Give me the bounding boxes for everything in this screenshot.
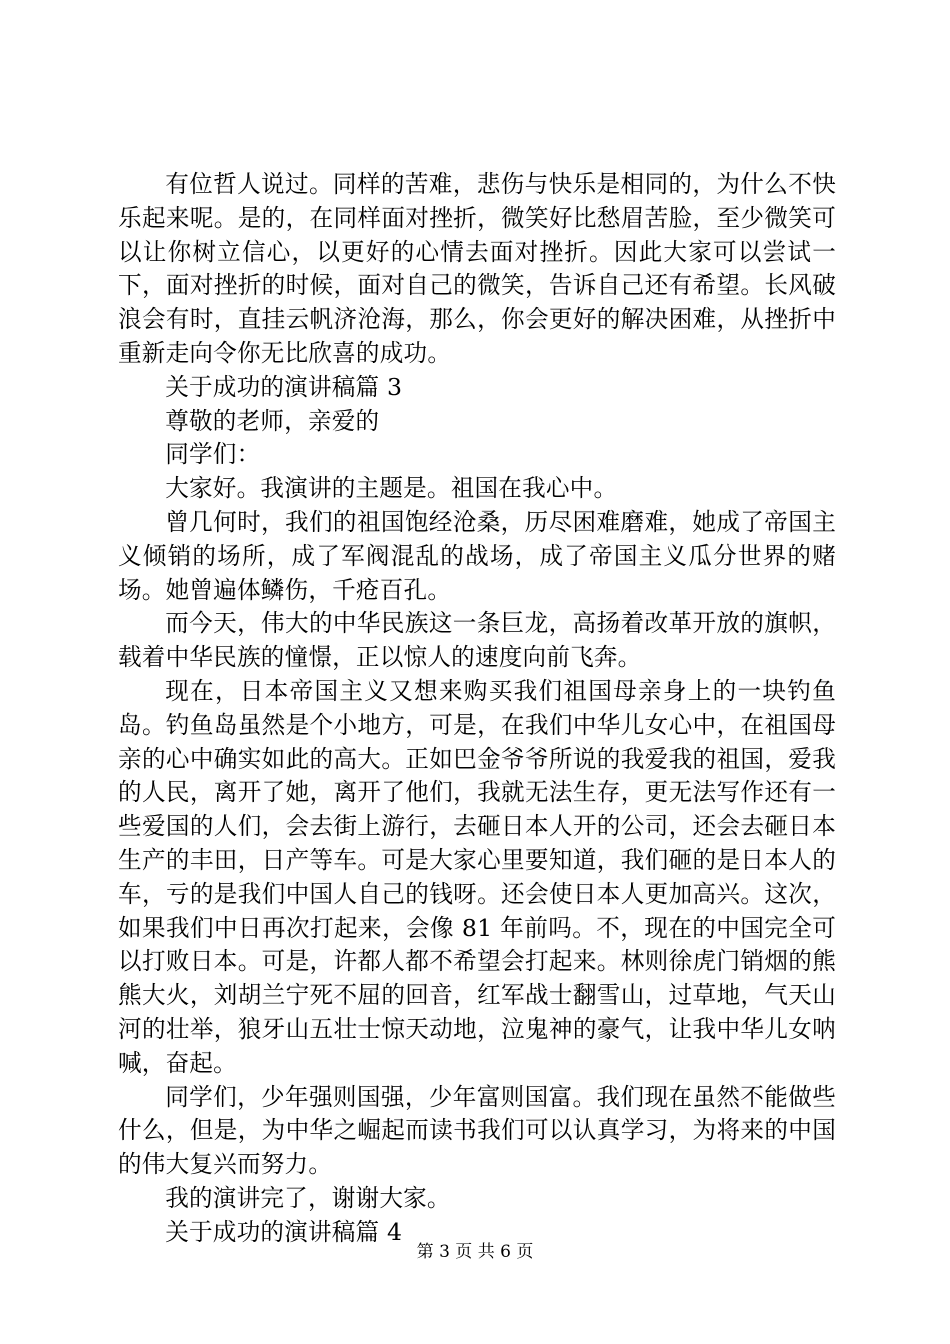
section-heading-speech-3: 关于成功的演讲稿篇 3 — [165, 372, 403, 401]
paragraph-today: 而今天，伟大的中华民族这一条巨龙，高扬着改革开放的旗帜，载着中华民族的憧憬，正以惊人的速度向前飞奔。 — [118, 609, 836, 672]
section-heading-speech-4: 关于成功的演讲稿篇 4 — [165, 1217, 403, 1246]
salutation-teachers: 尊敬的老师，亲爱的 — [165, 406, 380, 435]
paragraph-closing: 我的演讲完了，谢谢大家。 — [165, 1183, 451, 1212]
paragraph-history: 曾几何时，我们的祖国饱经沧桑，历尽困难磨难，她成了帝国主义倾销的场所，成了军阀混乱的战场，成了帝国主义瓜分世界的赌场。她曾遍体鳞伤，千疮百孔。 — [118, 507, 836, 604]
paragraph-youth: 同学们，少年强则国强，少年富则国富。我们现在虽然不能做些什么，但是，为中华之崛起而读书我们可以认真学习，为将来的中国的伟大复兴而努力。 — [118, 1082, 836, 1179]
paragraph-philosopher: 有位哲人说过。同样的苦难，悲伤与快乐是相同的，为什么不快乐起来呢。是的，在同样面对挫折，微笑好比愁眉苦脸，至少微笑可以让你树立信心，以更好的心情去面对挫折。因此大家可以尝试一下，面对挫折的时候，面对自己的微笑，告诉自己还有希望。长风破浪会有时，直挂云帆济沧海，那么，你会更好的解决困难，从挫折中重新走向令你无比欣喜的成功。 — [118, 170, 836, 367]
salutation-classmates: 同学们： — [165, 440, 261, 469]
paragraph-diaoyu-island: 现在，日本帝国主义又想来购买我们祖国母亲身上的一块钓鱼岛。钓鱼岛虽然是个小地方，可是，在我们中华儿女心中，在祖国母亲的心中确实如此的高大。正如巴金爷爷所说的我爱我的祖国，爱我的人民，离开了她，离开了他们，我就无法生存，更无法写作还有一些爱国的人们，会去街上游行，去砸日本人开的公司，还会去砸日本生产的丰田，日产等车。可是大家心里要知道，我们砸的是日本人的车，亏的是我们中国人自己的钱呀。还会使日本人更加高兴。这次，如果我们中日再次打起来，会像 81 年前吗。不，现在的中国完全可以打败日本。可是，许都人都不希望会打起来。林则徐虎门销烟的熊熊大火，刘胡兰宁死不屈的回音，红军战士翻雪山，过草地，气天山河的壮举，狼牙山五壮士惊天动地，泣鬼神的豪气，让我中华儿女呐喊，奋起。 — [118, 676, 836, 1077]
paragraph-greeting-theme: 大家好。我演讲的主题是。祖国在我心中。 — [165, 474, 618, 503]
document-body — [118, 168, 836, 1250]
page-number-footer: 第 3 页 共 6 页 — [416, 1242, 534, 1262]
